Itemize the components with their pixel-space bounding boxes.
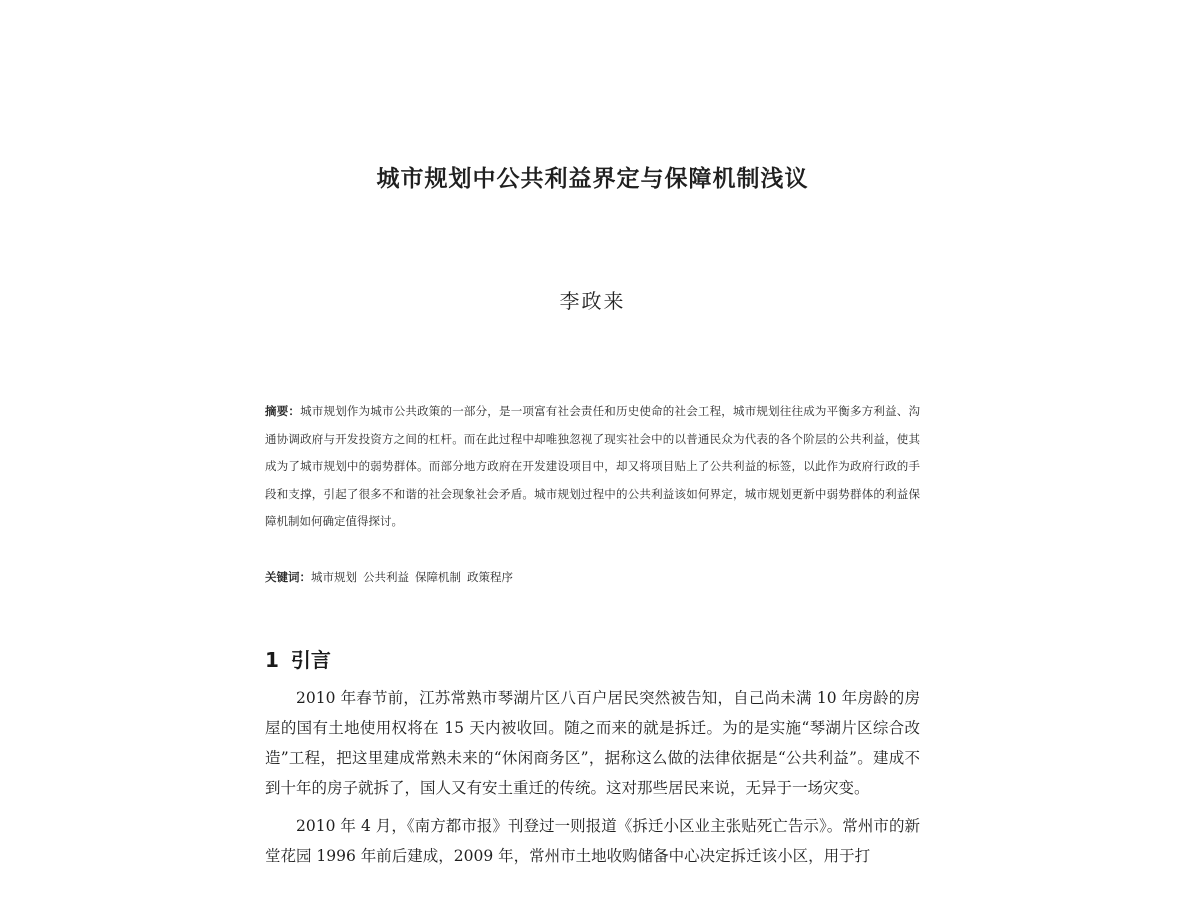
- body-paragraph: 2010 年春节前，江苏常熟市琴湖片区八百户居民突然被告知，自己尚未满 10 年房龄的房屋的国有土地使用权将在 15 天内被收回。随之而来的就是拆迁。为的是实施“琴湖片区综合改造”工程，把这里建成常熟未来的“休闲商务区”，据称这么做的法律依据是“公共利益”。建成不到十年的房子就拆了，国人又有安土重迁的传统。这对那些居民来说，无异于一场灾变。: [265, 689, 920, 797]
- keyword-item: 公共利益: [363, 570, 409, 584]
- abstract: [265, 398, 920, 536]
- section-number: 1: [265, 648, 279, 672]
- section-title: 引言: [290, 648, 331, 672]
- keyword-item: 保障机制: [415, 570, 461, 584]
- keywords-label: 关键词：: [265, 570, 311, 584]
- paper-author: 李政来: [559, 289, 626, 313]
- abstract-label: 摘要：: [265, 404, 301, 418]
- section-heading: [265, 644, 331, 673]
- section-body: [265, 683, 920, 879]
- paper-title: 城市规划中公共利益界定与保障机制浅议: [376, 166, 809, 192]
- keywords: [265, 566, 920, 588]
- keyword-item: 城市规划: [311, 570, 357, 584]
- abstract-text: 城市规划作为城市公共政策的一部分，是一项富有社会责任和历史使命的社会工程，城市规划往往成为平衡多方利益、沟通协调政府与开发投资方之间的杠杆。而在此过程中却唯独忽视了现实社会中的以普通民众为代表的各个阶层的公共利益，使其成为了城市规划中的弱势群体。而部分地方政府在开发建设项目中，却又将项目贴上了公共利益的标签，以此作为政府行政的手段和支撑，引起了很多不和谐的社会现象社会矛盾。城市规划过程中的公共利益该如何界定，城市规划更新中弱势群体的利益保障机制如何确定值得探讨。: [265, 404, 921, 528]
- keyword-item: 政策程序: [467, 570, 513, 584]
- body-paragraph: 2010 年 4 月，《南方都市报》刊登过一则报道《拆迁小区业主张贴死亡告示》。常州市的新堂花园 1996 年前后建成，2009 年，常州市土地收购储备中心决定拆迁该小区，用于打: [265, 817, 920, 865]
